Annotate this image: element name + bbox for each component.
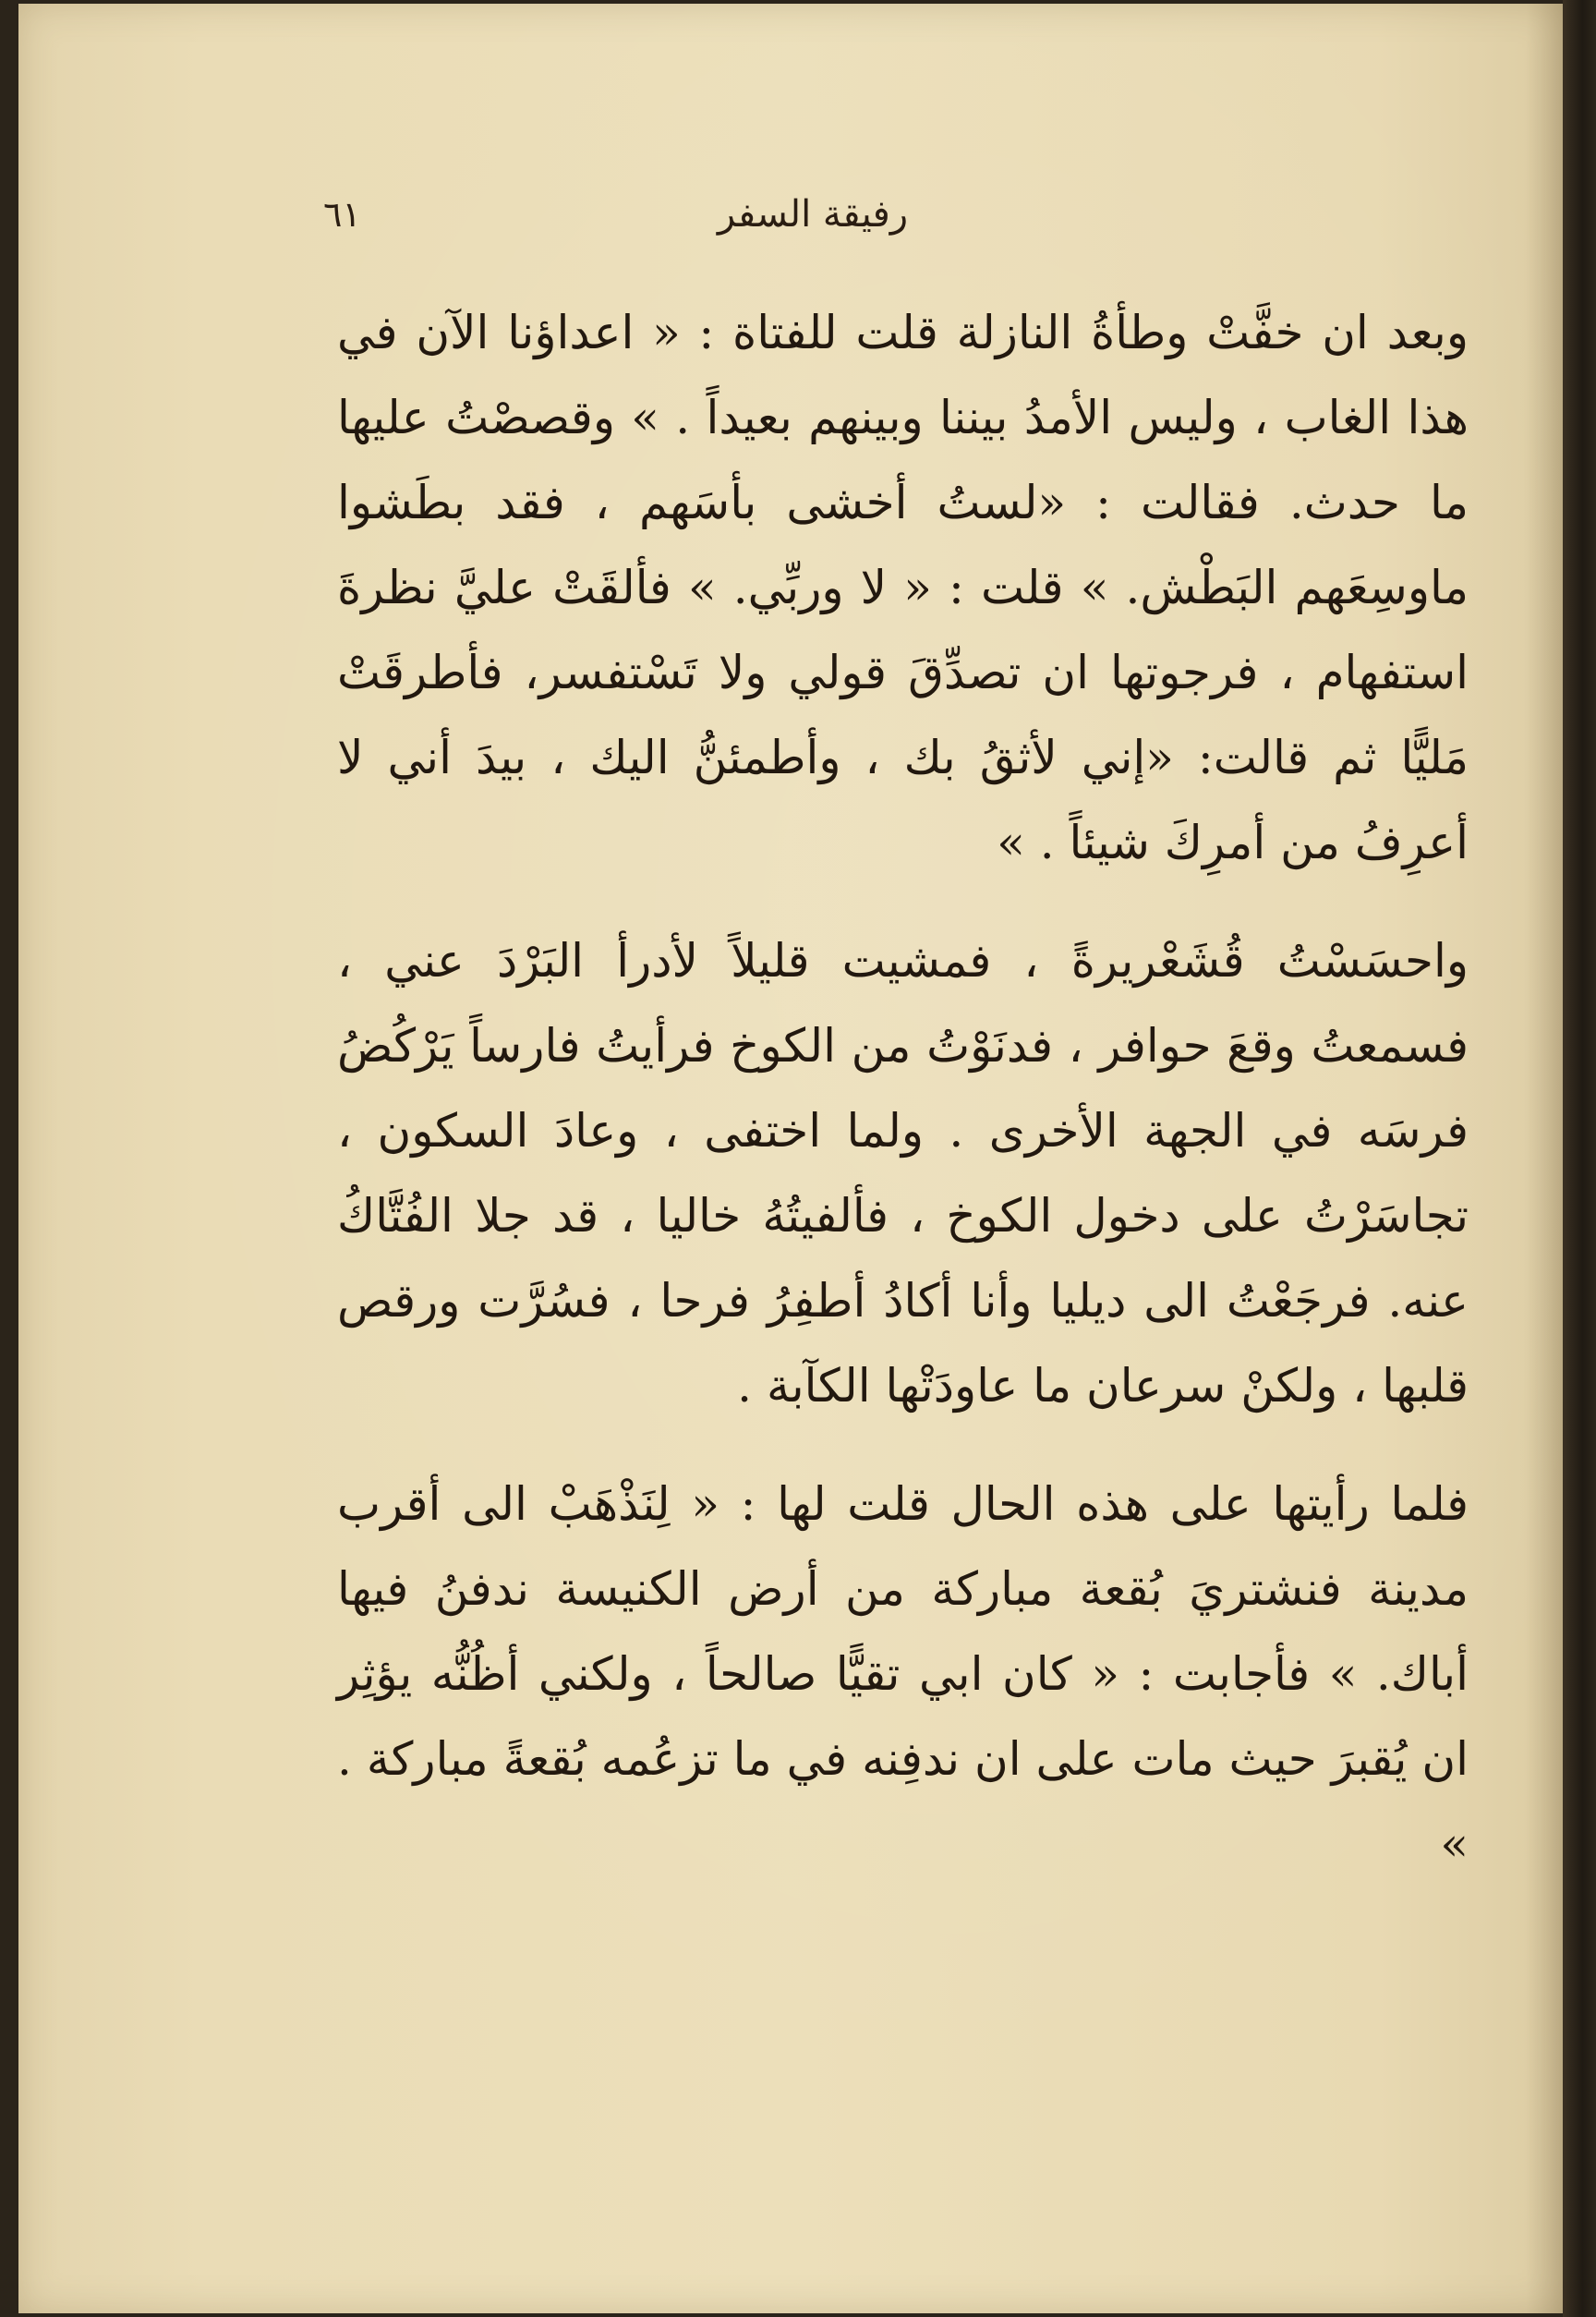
right-book-edge bbox=[1563, 0, 1596, 2317]
page-header bbox=[323, 187, 1302, 242]
running-title: رفيقة السفر bbox=[717, 193, 909, 236]
body-text bbox=[337, 290, 1469, 1886]
gutter-shadow bbox=[1526, 4, 1563, 2313]
page-number: ٦١ bbox=[323, 194, 361, 235]
left-scan-border bbox=[0, 0, 18, 2317]
paragraph-1: وبعد ان خفَّتْ وطأةُ النازلة قلت للفتاة : « اعداؤنا الآن في هذا الغاب ، وليس الأمدُ بيننا وبينهم بعيداً . » وقصصْتُ عليها ما حدث. فقالت : «لستُ أخشى بأسَهم ، فقد بطَشوا ماوسِعَهم البَطْش. » قلت : « لا وربِّي. » فألقَتْ عليَّ نظرةَ استفهام ، فرجوتها ان تصدِّقَ قولي ولا تَسْتفسر، فأطرقَتْ مَليًّا ثم قالت: «إني لأثقُ بك ، وأطمئنُّ اليك ، بيدَ أني لا أعرِفُ من أمرِكَ شيئاً . » bbox=[337, 306, 1469, 869]
paragraph-2: واحسَسْتُ قُشَعْريرةً ، فمشيت قليلاً لأدرأ البَرْدَ عني ، فسمعتُ وقعَ حوافر ، فدنَوْتُ من الكوخ فرأيتُ فارساً يَرْكُضُ فرسَه في الجهة الأخرى . ولما اختفى ، وعادَ السكون ، تجاسَرْتُ على دخول الكوخ ، فألفيتُهُ خاليا ، قد جلا الفُتَّاكُ عنه. فرجَعْتُ الى ديليا وأنا أكادُ أطفِرُ فرحا ، فسُرَّت ورقص قلبها ، ولكنْ سرعان ما عاودَتْها الكآبة . bbox=[337, 934, 1469, 1413]
book-page bbox=[18, 4, 1563, 2313]
paragraph-3: فلما رأيتها على هذه الحال قلت لها : « لِنَذْهَبْ الى أقرب مدينة فنشتريَ بُقعة مباركة من أرض الكنيسة ندفنُ فيها أباك. » فأجابت : « كان ابي تقيًّا صالحاً ، ولكني أظُنُّه يؤثِر ان يُقبرَ حيث مات على ان ندفِنه في ما تزعُمه بُقعةً مباركة . » bbox=[337, 1477, 1469, 1871]
